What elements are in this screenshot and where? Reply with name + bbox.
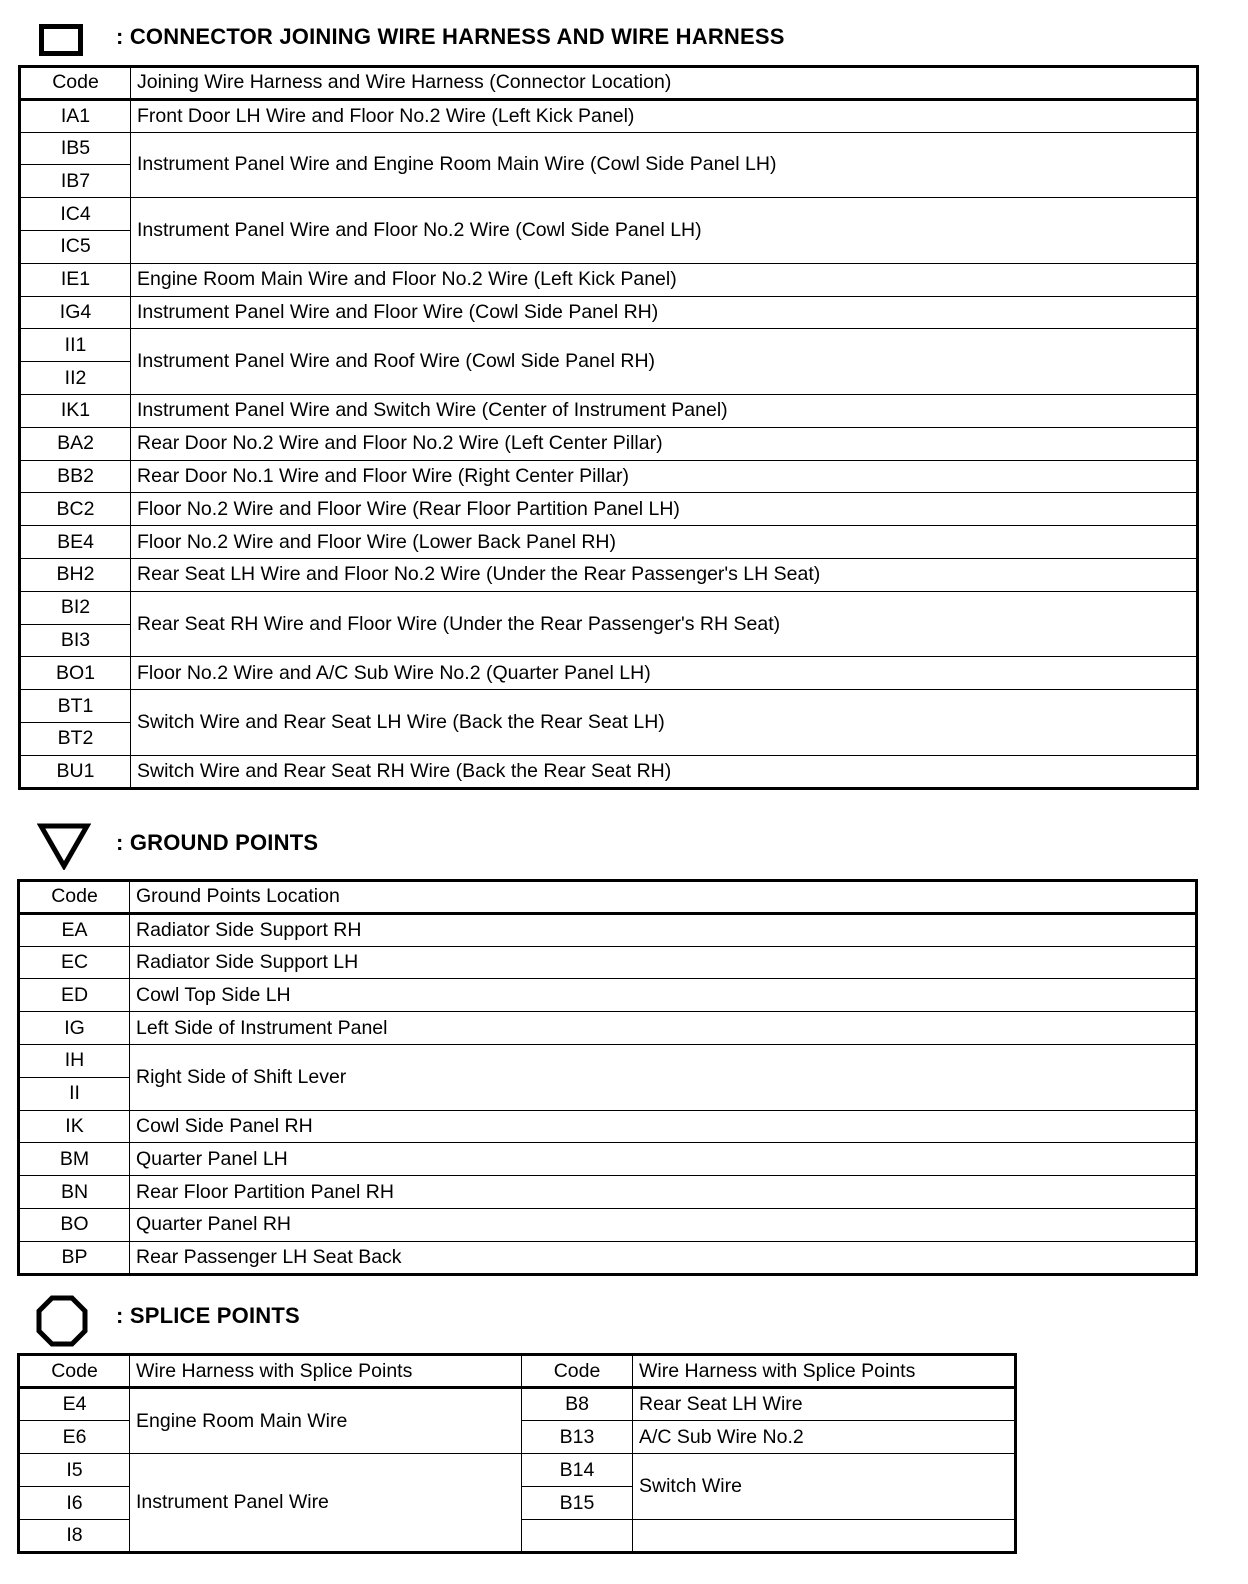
ground-section-title: : GROUND POINTS — [116, 830, 319, 855]
description-cell: Cowl Top Side LH — [130, 979, 1197, 1012]
description-cell: Switch Wire and Rear Seat RH Wire (Back the Rear Seat RH) — [131, 755, 1198, 788]
code-cell: IC5 — [20, 230, 131, 263]
table-row — [19, 946, 1197, 979]
table-row — [20, 460, 1198, 493]
description-cell: Floor No.2 Wire and Floor Wire (Lower Back Panel RH) — [131, 526, 1198, 559]
description-cell: Floor No.2 Wire and A/C Sub Wire No.2 (Quarter Panel LH) — [131, 657, 1198, 690]
table-row — [20, 591, 1198, 624]
code-cell: IH — [19, 1044, 130, 1077]
table-row — [19, 1241, 1197, 1274]
description-cell: Engine Room Main Wire and Floor No.2 Wire (Left Kick Panel) — [131, 263, 1198, 296]
table-row — [19, 1143, 1197, 1176]
table-row — [20, 526, 1198, 559]
splice-header-code-left: Code — [19, 1355, 130, 1388]
ground-table — [17, 879, 1198, 1276]
description-cell: Rear Door No.2 Wire and Floor No.2 Wire (Left Center Pillar) — [131, 427, 1198, 460]
table-row — [20, 263, 1198, 296]
table-row — [20, 132, 1198, 165]
code-cell: BC2 — [20, 493, 131, 526]
code-cell: BI3 — [20, 624, 131, 657]
description-cell: Rear Seat LH Wire and Floor No.2 Wire (Under the Rear Passenger's LH Seat) — [131, 558, 1198, 591]
description-cell: Floor No.2 Wire and Floor Wire (Rear Floor Partition Panel LH) — [131, 493, 1198, 526]
splice-code: I8 — [19, 1520, 130, 1553]
code-cell: BT2 — [20, 722, 131, 755]
description-cell: Front Door LH Wire and Floor No.2 Wire (Left Kick Panel) — [131, 99, 1198, 132]
description-cell: Quarter Panel LH — [130, 1143, 1197, 1176]
description-cell: Rear Seat RH Wire and Floor Wire (Under the Rear Passenger's RH Seat) — [131, 591, 1198, 657]
description-cell: Cowl Side Panel RH — [130, 1110, 1197, 1143]
table-row — [20, 427, 1198, 460]
code-cell: BE4 — [20, 526, 131, 559]
description-cell: Radiator Side Support RH — [130, 913, 1197, 946]
splice-desc: Instrument Panel Wire — [130, 1454, 522, 1553]
description-cell: Left Side of Instrument Panel — [130, 1012, 1197, 1045]
code-cell: EA — [19, 913, 130, 946]
header-description: Ground Points Location — [130, 881, 1197, 914]
table-row — [20, 198, 1198, 231]
connector-table — [18, 65, 1199, 790]
square-icon — [39, 24, 83, 56]
triangle-down-icon — [37, 822, 91, 870]
code-cell: BA2 — [20, 427, 131, 460]
description-cell: Rear Floor Partition Panel RH — [130, 1176, 1197, 1209]
table-row — [20, 394, 1198, 427]
splice-desc: Rear Seat LH Wire — [633, 1388, 1016, 1421]
code-cell: BT1 — [20, 690, 131, 723]
code-cell: IK — [19, 1110, 130, 1143]
code-cell: BB2 — [20, 460, 131, 493]
description-cell: Rear Passenger LH Seat Back — [130, 1241, 1197, 1274]
table-row — [20, 329, 1198, 362]
code-cell: II2 — [20, 362, 131, 395]
splice-header-code-right: Code — [522, 1355, 633, 1388]
code-cell: IG4 — [20, 296, 131, 329]
table-row — [20, 296, 1198, 329]
code-cell: BM — [19, 1143, 130, 1176]
code-cell: IE1 — [20, 263, 131, 296]
splice-code: B8 — [522, 1388, 633, 1421]
splice-empty-cell — [633, 1520, 1016, 1553]
table-row — [19, 1208, 1197, 1241]
header-code: Code — [19, 881, 130, 914]
description-cell: Right Side of Shift Lever — [130, 1044, 1197, 1110]
splice-table — [17, 1353, 1017, 1554]
description-cell: Instrument Panel Wire and Roof Wire (Cowl Side Panel RH) — [131, 329, 1198, 395]
description-cell: Rear Door No.1 Wire and Floor Wire (Right Center Pillar) — [131, 460, 1198, 493]
table-row — [20, 493, 1198, 526]
table-row — [20, 690, 1198, 723]
code-cell: IK1 — [20, 394, 131, 427]
table-row — [20, 99, 1198, 132]
header-description: Joining Wire Harness and Wire Harness (Connector Location) — [131, 67, 1198, 100]
splice-code: E6 — [19, 1421, 130, 1454]
table-row — [19, 1110, 1197, 1143]
code-cell: BN — [19, 1176, 130, 1209]
description-cell: Radiator Side Support LH — [130, 946, 1197, 979]
code-cell: ED — [19, 979, 130, 1012]
description-cell: Quarter Panel RH — [130, 1208, 1197, 1241]
table-row — [19, 1044, 1197, 1077]
table-row — [19, 913, 1197, 946]
table-row — [19, 1176, 1197, 1209]
table-row — [20, 558, 1198, 591]
splice-empty-cell — [522, 1520, 633, 1553]
table-row — [20, 657, 1198, 690]
octagon-icon — [36, 1295, 88, 1347]
table-row — [19, 979, 1197, 1012]
code-cell: BH2 — [20, 558, 131, 591]
splice-code: B13 — [522, 1421, 633, 1454]
code-cell: IB5 — [20, 132, 131, 165]
code-cell: BP — [19, 1241, 130, 1274]
splice-desc: Switch Wire — [633, 1454, 1016, 1520]
code-cell: IA1 — [20, 99, 131, 132]
connector-section-title: : CONNECTOR JOINING WIRE HARNESS AND WIRE HARNESS — [116, 24, 785, 49]
code-cell: II — [19, 1077, 130, 1110]
splice-desc: A/C Sub Wire No.2 — [633, 1421, 1016, 1454]
description-cell: Instrument Panel Wire and Floor No.2 Wire (Cowl Side Panel LH) — [131, 198, 1198, 264]
description-cell: Instrument Panel Wire and Engine Room Main Wire (Cowl Side Panel LH) — [131, 132, 1198, 198]
code-cell: BO — [19, 1208, 130, 1241]
description-cell: Switch Wire and Rear Seat LH Wire (Back the Rear Seat LH) — [131, 690, 1198, 756]
description-cell: Instrument Panel Wire and Floor Wire (Cowl Side Panel RH) — [131, 296, 1198, 329]
splice-section-title: : SPLICE POINTS — [116, 1303, 300, 1328]
splice-code: B15 — [522, 1487, 633, 1520]
code-cell: IB7 — [20, 165, 131, 198]
code-cell: IG — [19, 1012, 130, 1045]
code-cell: EC — [19, 946, 130, 979]
code-cell: II1 — [20, 329, 131, 362]
header-code: Code — [20, 67, 131, 100]
code-cell: IC4 — [20, 198, 131, 231]
table-row — [19, 1012, 1197, 1045]
splice-header-desc-left: Wire Harness with Splice Points — [130, 1355, 522, 1388]
splice-header-desc-right: Wire Harness with Splice Points — [633, 1355, 1016, 1388]
splice-desc: Engine Room Main Wire — [130, 1388, 522, 1454]
splice-code: B14 — [522, 1454, 633, 1487]
splice-code: E4 — [19, 1388, 130, 1421]
table-row — [20, 755, 1198, 788]
splice-code: I5 — [19, 1454, 130, 1487]
code-cell: BO1 — [20, 657, 131, 690]
code-cell: BI2 — [20, 591, 131, 624]
code-cell: BU1 — [20, 755, 131, 788]
description-cell: Instrument Panel Wire and Switch Wire (Center of Instrument Panel) — [131, 394, 1198, 427]
splice-code: I6 — [19, 1487, 130, 1520]
